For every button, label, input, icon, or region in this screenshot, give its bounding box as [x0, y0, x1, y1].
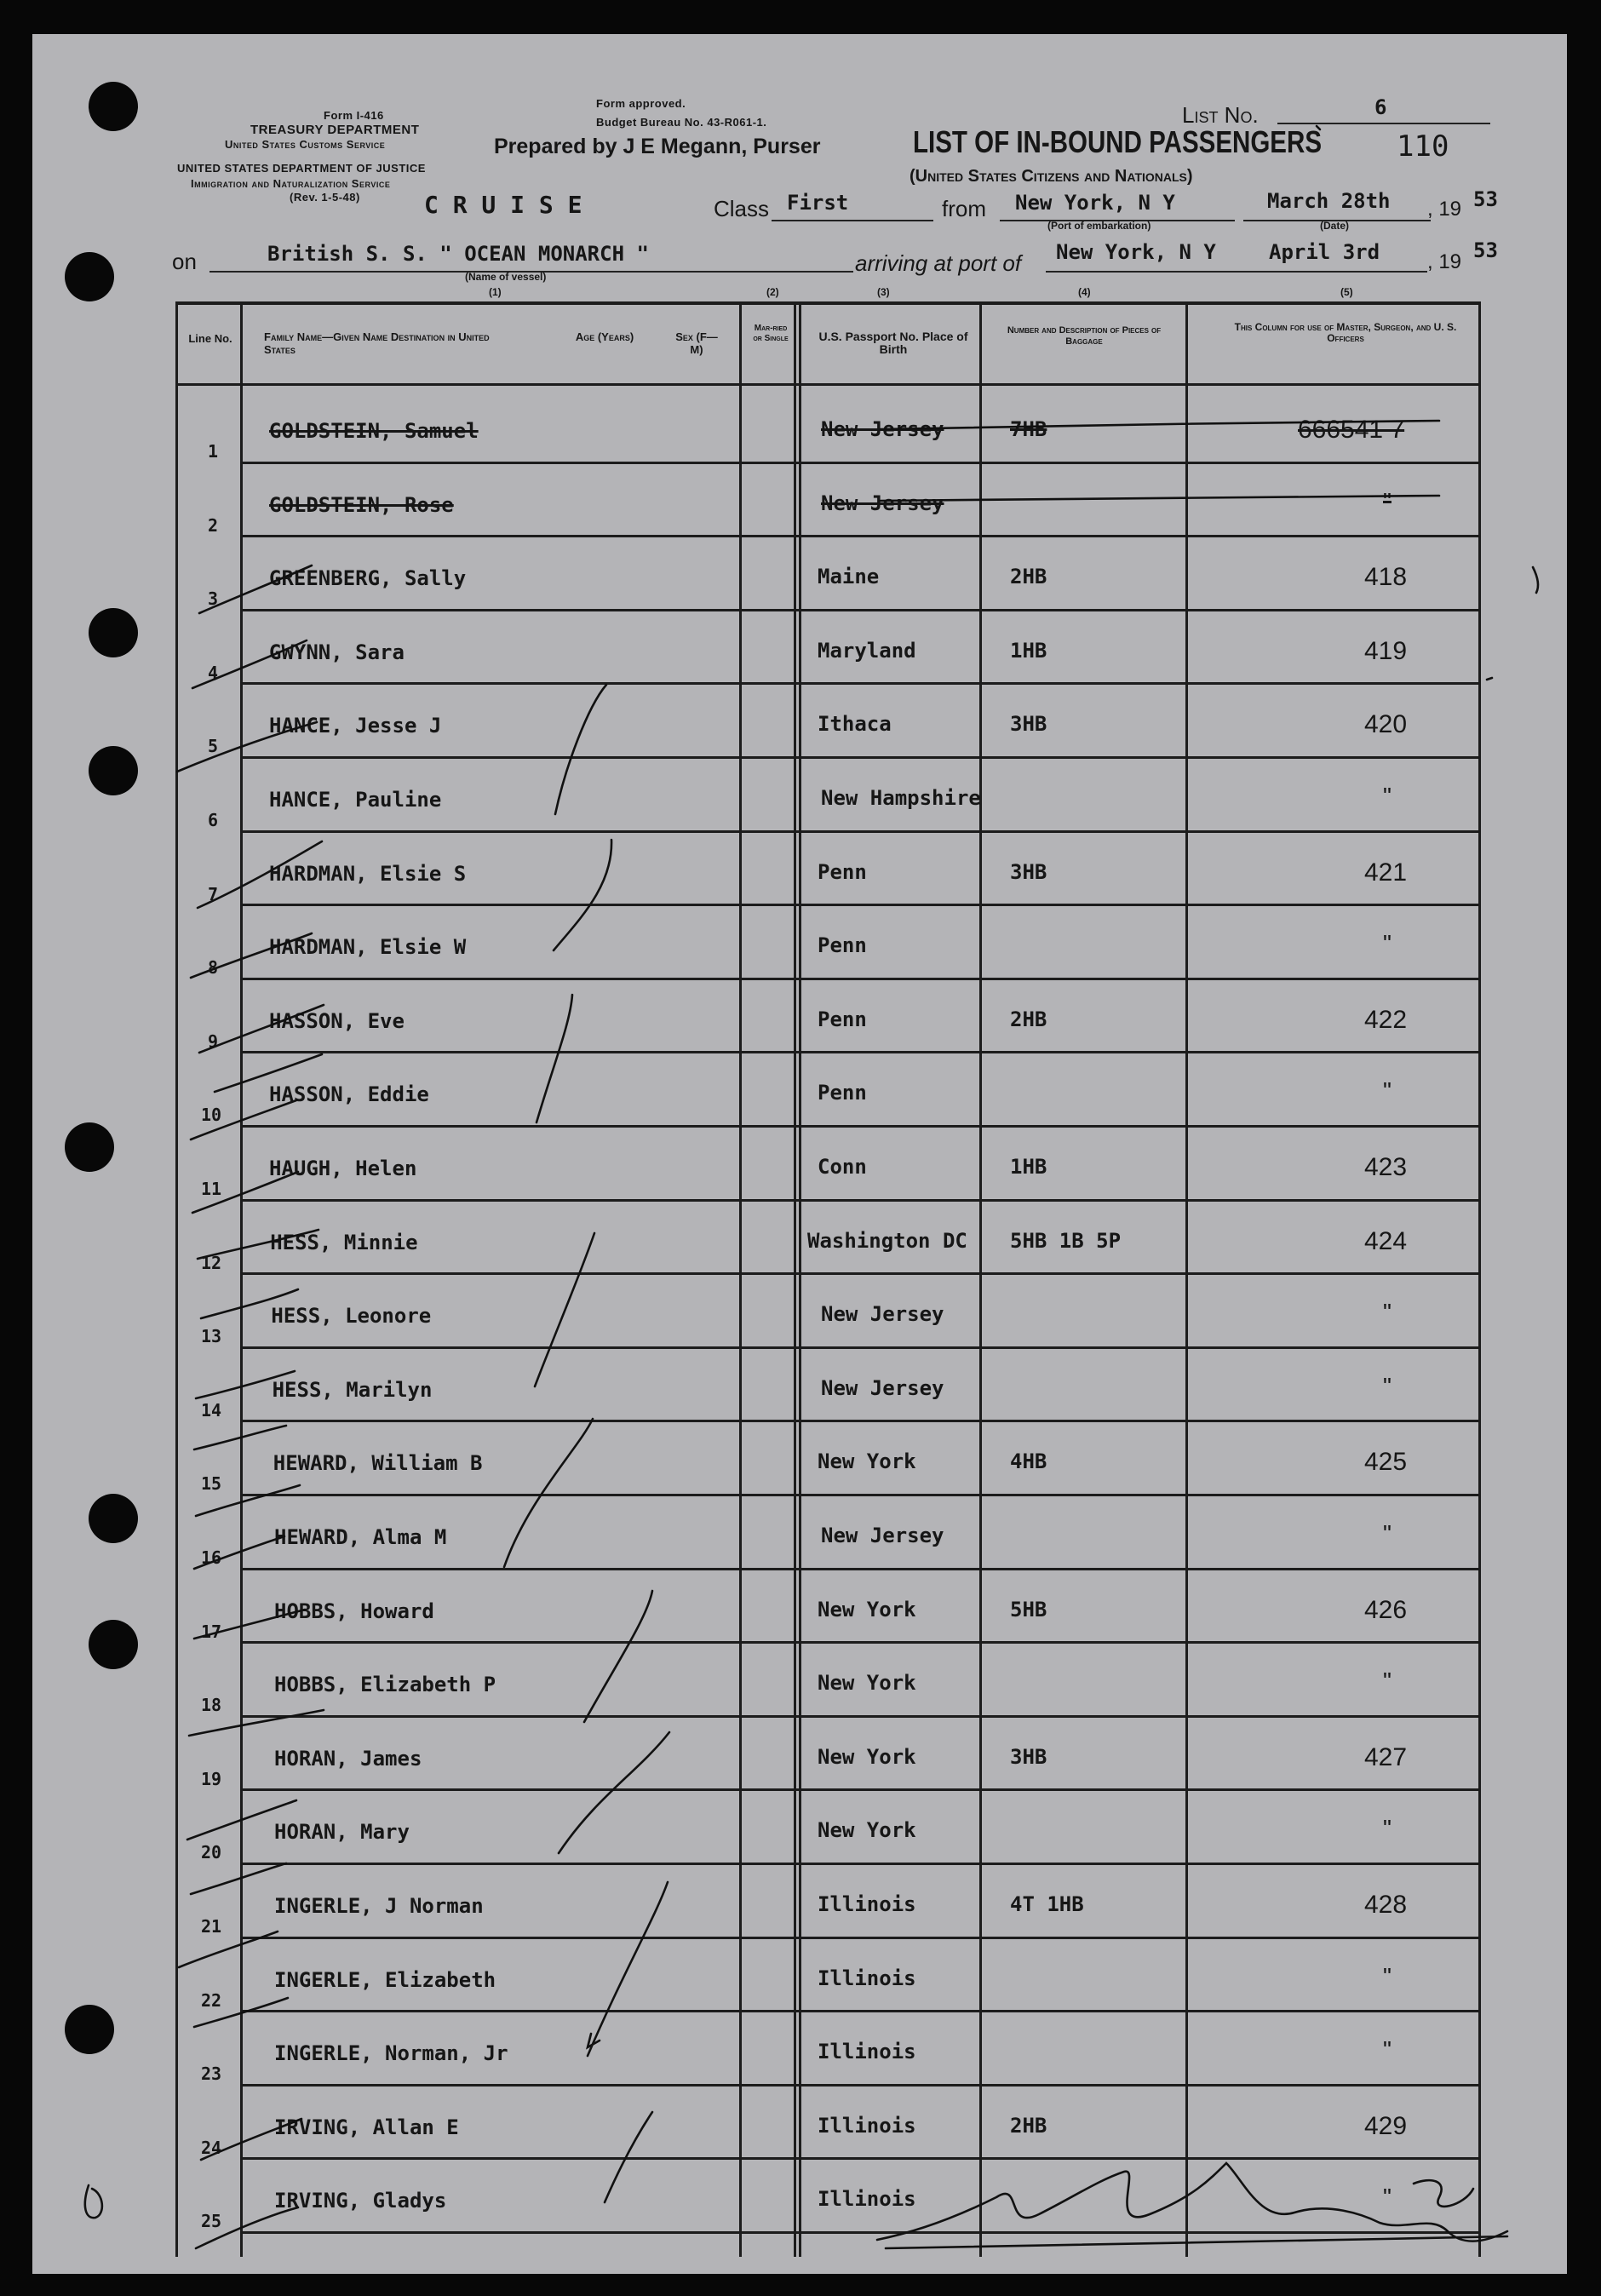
officer-number: " — [1383, 1815, 1392, 1842]
strike-row-1-right — [881, 421, 1439, 429]
baggage-description: 4T 1HB — [1010, 1892, 1084, 1916]
officer-number: 425 — [1364, 1448, 1408, 1477]
baggage-description: 1HB — [1010, 638, 1047, 663]
place-of-birth: New Jersey — [821, 1375, 944, 1400]
passenger-name: HARDMAN, Elsie W — [269, 935, 467, 960]
row-line-number: 20 — [201, 1842, 222, 1863]
place-of-birth: Penn — [818, 933, 867, 958]
vessel-name: British S. S. " OCEAN MONARCH " — [267, 242, 649, 266]
passenger-name: GWYNN, Sara — [269, 640, 405, 664]
column-number-3: (3) — [877, 286, 890, 298]
cruise-label: C R U I S E — [424, 191, 582, 219]
passenger-name: INGERLE, Norman, Jr — [274, 2041, 508, 2066]
header-line-no: Line No. — [188, 332, 232, 345]
passenger-name: HAUGH, Helen — [269, 1157, 417, 1180]
treasury-label: TREASURY DEPARTMENT — [250, 123, 420, 137]
officer-number: " — [1383, 1520, 1392, 1547]
passenger-name: HESS, Minnie — [270, 1230, 418, 1254]
place-of-birth: Maine — [818, 565, 880, 589]
row-line-number: 15 — [201, 1473, 222, 1495]
list-no-value: 6 — [1374, 95, 1387, 119]
arrival-port: New York, N Y — [1056, 240, 1216, 264]
form-number: Form I-416 — [324, 109, 384, 122]
passenger-name: HEWARD, Alma M — [274, 1525, 447, 1549]
place-of-birth: Conn — [818, 1155, 867, 1179]
place-of-birth: Penn — [818, 1081, 867, 1105]
year-prefix-2: , 19 — [1427, 250, 1462, 273]
officer-number: 424 — [1364, 1226, 1408, 1255]
place-of-birth: Maryland — [818, 638, 916, 663]
officer-number: 427 — [1364, 1742, 1408, 1771]
row-line-number: 24 — [201, 2137, 222, 2158]
passenger-name: GREENBERG, Sally — [269, 566, 467, 591]
officer-number: 421 — [1364, 858, 1408, 887]
passenger-name: HASSON, Eddie — [269, 1082, 429, 1107]
row-line-number: 10 — [201, 1105, 222, 1126]
officer-number: " — [1383, 487, 1392, 514]
column-number-5: (5) — [1340, 286, 1353, 298]
row-line-number: 21 — [201, 1916, 222, 1937]
passenger-name: HESS, Leonore — [271, 1304, 432, 1329]
column-number-1: (1) — [489, 286, 502, 298]
baggage-description: 4HB — [1010, 1449, 1047, 1474]
place-of-birth: Washington DC — [807, 1228, 967, 1253]
row-line-number: 11 — [201, 1179, 222, 1199]
place-of-birth: New York — [818, 1597, 916, 1622]
passenger-name: IRVING, Allan E — [274, 2115, 459, 2139]
officer-number: 426 — [1364, 1595, 1408, 1624]
passenger-name: INGERLE, Elizabeth — [274, 1967, 496, 1992]
row-line-number: 4 — [208, 662, 219, 683]
row-line-number: 25 — [201, 2211, 222, 2232]
year-1: 53 — [1473, 187, 1498, 211]
officer-number: 420 — [1364, 710, 1408, 739]
officer-number: 422 — [1364, 1005, 1408, 1034]
officer-number: 419 — [1364, 636, 1408, 665]
baggage-description: 3HB — [1010, 859, 1047, 884]
row-line-number: 13 — [201, 1326, 222, 1347]
officer-number: " — [1383, 783, 1392, 809]
budget-bureau: Budget Bureau No. 43-R061-1. — [596, 116, 767, 129]
passenger-name: HANCE, Pauline — [269, 788, 442, 812]
baggage-description: 5HB 1B 5P — [1010, 1228, 1122, 1253]
row-line-number: 6 — [208, 810, 219, 830]
header-name: Family Name—Given Name Destination in United States — [264, 330, 490, 356]
baggage-description: 5HB — [1010, 1597, 1047, 1622]
embarkation-date: March 28th — [1267, 189, 1391, 213]
row-line-number: 17 — [201, 1621, 222, 1642]
baggage-description: 2HB — [1010, 565, 1047, 589]
form-approved: Form approved. — [596, 97, 686, 110]
place-of-birth: New Hampshire — [821, 786, 981, 810]
officer-number: " — [1383, 2036, 1392, 2064]
passenger-name: HANCE, Jesse J — [269, 714, 442, 738]
row-line-number: 12 — [201, 1252, 222, 1273]
column-number-4: (4) — [1078, 286, 1091, 298]
place-of-birth: Illinois — [818, 2113, 916, 2138]
column-number-2: (2) — [766, 286, 779, 298]
officer-number: " — [1383, 1667, 1392, 1695]
officer-number: " — [1383, 2184, 1392, 2211]
passenger-name: HOBBS, Elizabeth P — [274, 1673, 496, 1697]
from-label: from — [942, 196, 986, 221]
place-of-birth: Penn — [818, 859, 867, 884]
row-line-number: 1 — [208, 441, 219, 462]
immigration-label: Immigration and Naturalization Service — [191, 177, 391, 190]
row-line-number: 5 — [208, 736, 219, 757]
baggage-description: 3HB — [1010, 712, 1047, 737]
vessel-caption: (Name of vessel) — [465, 271, 547, 283]
place-of-birth: Ithaca — [818, 712, 892, 737]
passenger-name: HOBBS, Howard — [274, 1599, 434, 1623]
embarkation-port: New York, N Y — [1015, 191, 1175, 215]
officer-number: 428 — [1364, 1891, 1408, 1919]
passenger-name: INGERLE, J Norman — [274, 1894, 484, 1918]
place-of-birth: Penn — [818, 1007, 867, 1031]
officer-number: " — [1383, 1077, 1392, 1105]
customs-label: United States Customs Service — [225, 138, 386, 151]
header-age: Age (Years) — [575, 330, 634, 343]
place-of-birth: New York — [818, 1744, 916, 1769]
baggage-description: 2HB — [1010, 1007, 1047, 1031]
justice-label: UNITED STATES DEPARTMENT OF JUSTICE — [177, 162, 426, 175]
passenger-name: HARDMAN, Elsie S — [269, 861, 467, 886]
row-line-number: 18 — [201, 1695, 222, 1716]
officer-number: " — [1383, 1372, 1392, 1399]
officer-number: " — [1383, 1962, 1392, 1989]
row-line-number: 19 — [201, 1768, 222, 1789]
officer-number: 418 — [1364, 563, 1408, 592]
passenger-name: HORAN, James — [274, 1746, 422, 1771]
place-of-birth: New York — [818, 1449, 916, 1474]
header-baggage: Number and Description of Pieces of Baggage — [1007, 325, 1162, 347]
place-of-birth: New Jersey — [821, 417, 944, 441]
arriving-label: arriving at port of — [855, 250, 1022, 276]
officer-number: 666541 7 — [1298, 416, 1405, 444]
year-prefix-1: , 19 — [1427, 198, 1462, 221]
row-line-number: 9 — [208, 1030, 219, 1052]
row-line-number: 22 — [201, 1989, 222, 2011]
row-line-number: 14 — [201, 1399, 222, 1421]
place-of-birth: Illinois — [818, 2040, 916, 2064]
place-of-birth: Illinois — [818, 1966, 916, 1990]
baggage-description: 3HB — [1010, 1744, 1047, 1769]
row-line-number: 8 — [208, 957, 219, 979]
strike-row-2-right — [881, 496, 1439, 501]
date-caption: (Date) — [1320, 220, 1350, 232]
place-of-birth: New Jersey — [821, 1524, 944, 1547]
passenger-name: HESS, Marilyn — [272, 1377, 433, 1402]
class-value: First — [787, 191, 849, 215]
officer-number: 423 — [1364, 1153, 1408, 1181]
passenger-name: HEWARD, William B — [273, 1451, 483, 1476]
passenger-name: HORAN, Mary — [274, 1820, 410, 1845]
row-line-number: 16 — [201, 1547, 222, 1568]
year-2: 53 — [1473, 238, 1498, 262]
baggage-description: 2HB — [1010, 2113, 1047, 2138]
row-line-number: 2 — [208, 514, 219, 536]
prepared-by: Prepared by J E Megann, Purser — [494, 135, 821, 158]
place-of-birth: New York — [818, 1671, 916, 1696]
baggage-description: 7HB — [1010, 417, 1047, 441]
passenger-name: IRVING, Gladys — [274, 2189, 447, 2213]
row-line-number: 7 — [208, 883, 219, 904]
place-of-birth: Illinois — [818, 1892, 916, 1916]
baggage-description: 1HB — [1010, 1155, 1047, 1179]
place-of-birth: New Jersey — [821, 1302, 944, 1327]
port-embarkation-caption: (Port of embarkation) — [1047, 220, 1151, 232]
class-label: Class — [714, 196, 770, 221]
header-officers: This Column for use of Master, Surgeon, and U. S. Officers — [1234, 321, 1457, 344]
passenger-name: GOLDSTEIN, Rose — [269, 492, 454, 517]
header-married: Mar-ried or Single — [753, 324, 789, 343]
passenger-name: GOLDSTEIN, Samuel — [269, 419, 479, 443]
officer-number: " — [1383, 930, 1392, 957]
place-of-birth: New York — [818, 1818, 916, 1843]
place-of-birth: New Jersey — [821, 491, 944, 515]
form-title: LIST OF IN-BOUND PASSENGERS — [913, 124, 1323, 159]
header-sex: Sex (F—M) — [675, 330, 718, 356]
arrival-date: April 3rd — [1269, 240, 1380, 264]
row-line-number: 23 — [201, 2064, 222, 2085]
header-passport: U.S. Passport No. Place of Birth — [818, 330, 968, 356]
form-subtitle: (United States Citizens and Nationals) — [910, 167, 1193, 186]
passenger-name: HASSON, Eve — [269, 1008, 405, 1033]
row-line-number: 3 — [208, 588, 219, 610]
officer-number: " — [1383, 1299, 1392, 1326]
revision-label: (Rev. 1-5-48) — [290, 191, 360, 204]
place-of-birth: Illinois — [818, 2187, 916, 2212]
list-no-label: List No. — [1182, 102, 1259, 128]
on-label: on — [172, 249, 197, 274]
stamp-number: 110 — [1397, 129, 1449, 164]
officer-number: 429 — [1364, 2111, 1408, 2140]
